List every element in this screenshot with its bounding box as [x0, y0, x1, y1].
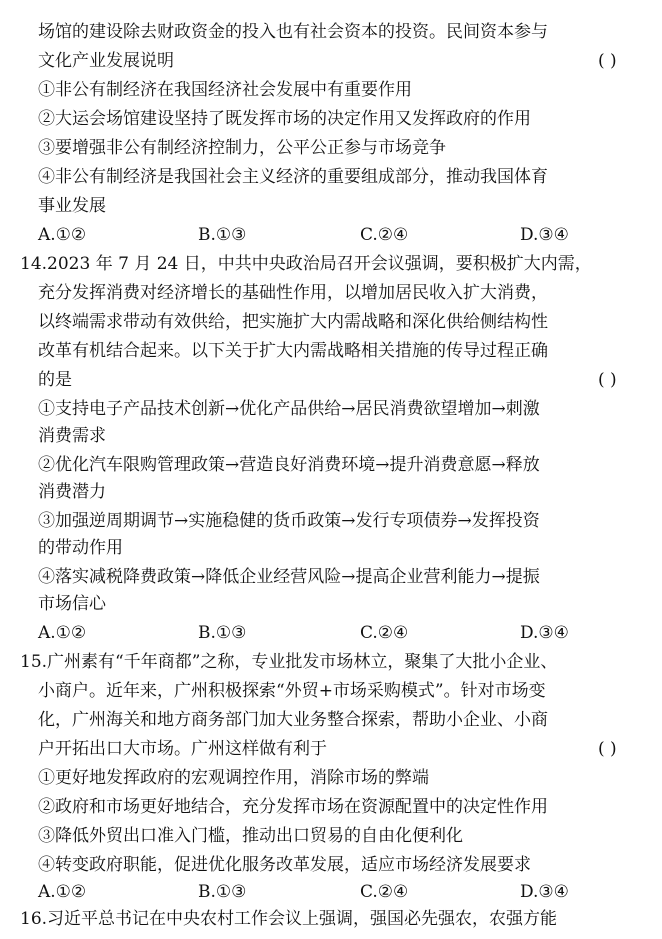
q15-item-4: ④转变政府职能，促进优化服务改革发展，适应市场经济发展要求 [38, 855, 531, 875]
q13-stem-line-1: 场馆的建设除去财政资金的投入也有社会资本的投资。民间资本参与 [38, 22, 548, 42]
q14-item-4: ④落实减税降费政策→降低企业经营风险→提高企业营利能力→提振 [38, 567, 540, 587]
q14-item-2: ②优化汽车限购管理政策→营造良好消费环境→提升消费意愿→释放 [38, 455, 540, 475]
q14-item-2-cont: 消费潜力 [38, 482, 106, 502]
q15-item-3: ③降低外贸出口准入门槛，推动出口贸易的自由化便利化 [38, 826, 463, 846]
q13-stem-line-2: 文化产业发展说明 [38, 51, 174, 71]
q14-item-1: ①支持电子产品技术创新→优化产品供给→居民消费欲望增加→刺激 [38, 399, 540, 419]
q15-item-2: ②政府和市场更好地结合，充分发挥市场在资源配置中的决定性作用 [38, 797, 548, 817]
q15-item-1: ①更好地发挥政府的宏观调控作用，消除市场的弊端 [38, 768, 429, 788]
q14-item-3-cont: 的带动作用 [38, 538, 123, 558]
q14-stem-line-1: 14.2023 年 7 月 24 日，中共中央政治局召开会议强调，要积极扩大内需， [20, 254, 592, 274]
q14-stem-line-4: 改革有机结合起来。以下关于扩大内需战略相关措施的传导过程正确 [38, 341, 548, 361]
q14-option-a: A.①② [38, 623, 87, 643]
q15-option-d: D.③④ [520, 882, 569, 902]
q13-item-1: ①非公有制经济在我国经济社会发展中有重要作用 [38, 80, 412, 100]
q13-item-4: ④非公有制经济是我国社会主义经济的重要组成部分，推动我国体育 [38, 167, 548, 187]
q15-stem-line-4: 户开拓出口大市场。广州这样做有利于 [38, 739, 327, 759]
q15-option-c: C.②④ [360, 882, 409, 902]
q14-item-4-cont: 市场信心 [38, 594, 106, 614]
q14-stem-line-2: 充分发挥消费对经济增长的基础性作用，以增加居民收入扩大消费， [38, 283, 548, 303]
q15-answer-bracket: ( ) [598, 739, 617, 759]
q13-item-3: ③要增强非公有制经济控制力，公平公正参与市场竞争 [38, 138, 446, 158]
q13-option-d: D.③④ [520, 225, 569, 245]
q14-item-3: ③加强逆周期调节→实施稳健的货币政策→发行专项债券→发挥投资 [38, 511, 540, 531]
q15-stem-line-3: 化，广州海关和地方商务部门加大业务整合探索，帮助小企业、小商 [38, 710, 548, 730]
q14-stem-line-5: 的是 [38, 370, 72, 390]
q14-option-c: C.②④ [360, 623, 409, 643]
q14-option-b: B.①③ [198, 623, 247, 643]
q16-stem-line-1: 16.习近平总书记在中央农村工作会议上强调，强国必先强农，农强方能 [20, 909, 558, 929]
q15-option-a: A.①② [38, 882, 87, 902]
q15-option-b: B.①③ [198, 882, 247, 902]
q14-stem-line-3: 以终端需求带动有效供给，把实施扩大内需战略和深化供给侧结构性 [38, 312, 548, 332]
q13-item-4-cont: 事业发展 [38, 196, 106, 216]
q14-item-1-cont: 消费需求 [38, 426, 106, 446]
q13-item-2: ②大运会场馆建设坚持了既发挥市场的决定作用又发挥政府的作用 [38, 109, 531, 129]
q15-stem-line-2: 小商户。近年来，广州积极探索“外贸+市场采购模式”。针对市场变 [38, 681, 546, 701]
q14-option-d: D.③④ [520, 623, 569, 643]
q13-option-a: A.①② [38, 225, 87, 245]
q13-option-b: B.①③ [198, 225, 247, 245]
q14-answer-bracket: ( ) [598, 370, 617, 390]
q13-option-c: C.②④ [360, 225, 409, 245]
q13-answer-bracket: ( ) [598, 51, 617, 71]
q15-stem-line-1: 15.广州素有“千年商都”之称，专业批发市场林立，聚集了大批小企业、 [20, 652, 558, 672]
